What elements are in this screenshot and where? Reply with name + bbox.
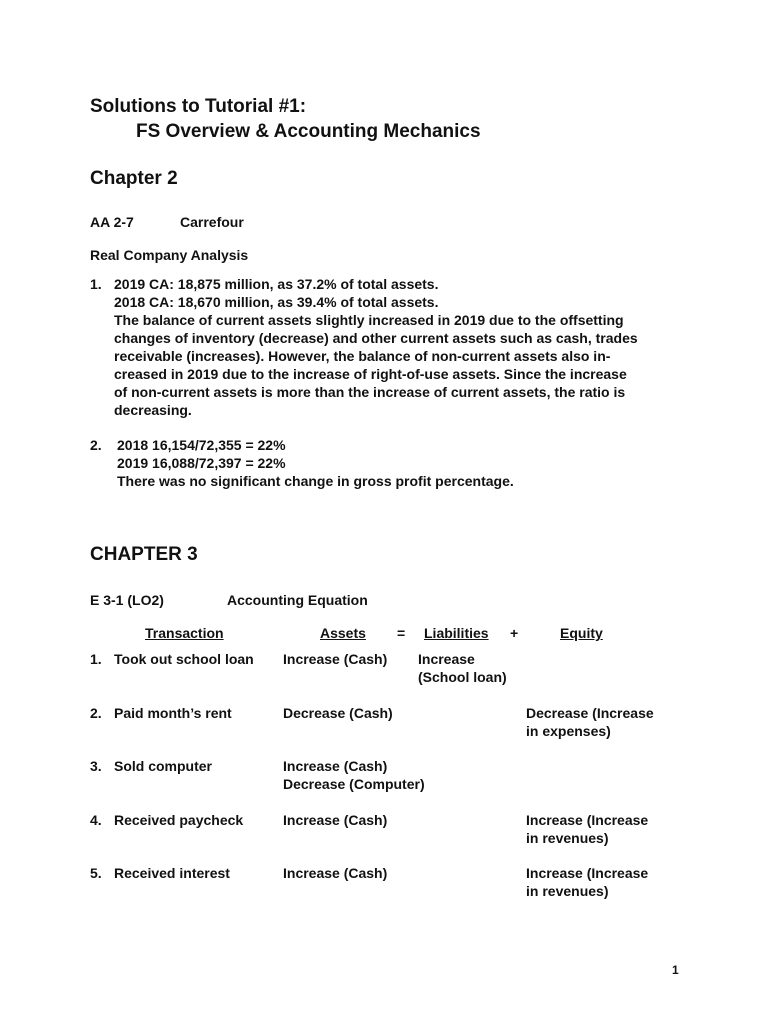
row-transaction: Received paycheck xyxy=(114,812,244,828)
row-equity xyxy=(526,864,648,900)
row-transaction: Took out school loan xyxy=(114,651,254,667)
row-equity-line: in expenses) xyxy=(526,723,611,739)
row-assets xyxy=(283,757,425,793)
answer2-line: There was no significant change in gross profit percentage. xyxy=(117,473,514,489)
row-equity-line: Increase (Increase xyxy=(526,812,649,828)
chapter2-heading: Chapter 2 xyxy=(90,168,178,189)
answer1-line: of non-current assets is more than the increase of current assets, the ratio is xyxy=(114,384,626,400)
row-number: 4. xyxy=(90,812,102,828)
answer1-line: 2018 CA: 18,670 million, as 39.4% of total assets. xyxy=(114,294,439,310)
row-liabilities xyxy=(418,650,507,686)
answer1-line: receivable (increases). However, the balance of non-current assets also in- xyxy=(114,348,611,364)
row-assets-line: Increase (Cash) xyxy=(283,865,388,881)
answer1-line: creased in 2019 due to the increase of right-of-use assets. Since the increase xyxy=(114,366,627,382)
row-transaction: Sold computer xyxy=(114,758,213,774)
problem-code: AA 2-7 xyxy=(90,214,134,230)
problem-name: Carrefour xyxy=(180,214,244,230)
row-transaction: Paid month’s rent xyxy=(114,705,232,721)
row-assets-line: Increase (Cash) xyxy=(283,651,388,667)
row-assets-line: Decrease (Cash) xyxy=(283,705,393,721)
row-transaction: Received interest xyxy=(114,865,230,881)
column-header-equity: Equity xyxy=(560,625,603,641)
answer2-number: 2. xyxy=(90,437,102,453)
row-equity-line: Decrease (Increase xyxy=(526,705,654,721)
answer1-line: The balance of current assets slightly increased in 2019 due to the offsetting xyxy=(114,312,624,328)
exercise-name: Accounting Equation xyxy=(227,592,368,608)
row-number: 2. xyxy=(90,705,102,721)
column-header-transaction: Transaction xyxy=(145,625,224,641)
row-assets-line: Decrease (Computer) xyxy=(283,776,425,792)
chapter3-heading: CHAPTER 3 xyxy=(90,544,198,565)
row-assets xyxy=(283,811,387,829)
row-assets-line: Increase (Cash) xyxy=(283,758,388,774)
equals-sign: = xyxy=(397,625,406,641)
answer1-number: 1. xyxy=(90,276,102,292)
row-equity-line: in revenues) xyxy=(526,830,609,846)
row-assets-line: Increase (Cash) xyxy=(283,812,388,828)
row-equity-line: in revenues) xyxy=(526,883,609,899)
column-header-liabilities: Liabilities xyxy=(424,625,489,641)
document-title-line2: FS Overview & Accounting Mechanics xyxy=(136,121,481,142)
row-number: 1. xyxy=(90,651,102,667)
answer1-line: 2019 CA: 18,875 million, as 37.2% of total assets. xyxy=(114,276,439,292)
row-equity-line: Increase (Increase xyxy=(526,865,649,881)
chapter2-subheading: Real Company Analysis xyxy=(90,247,249,263)
row-equity xyxy=(526,811,648,847)
row-assets xyxy=(283,650,387,668)
row-number: 5. xyxy=(90,865,102,881)
document-title-line1: Solutions to Tutorial #1: xyxy=(90,96,307,117)
row-number: 3. xyxy=(90,758,102,774)
row-assets xyxy=(283,864,387,882)
column-header-assets: Assets xyxy=(320,625,366,641)
row-assets xyxy=(283,704,393,722)
row-liabilities-line: Increase xyxy=(418,651,475,667)
answer2-line: 2019 16,088/72,397 = 22% xyxy=(117,455,286,471)
answer1-text xyxy=(114,275,684,419)
page-number: 1 xyxy=(672,963,679,977)
answer2-line: 2018 16,154/72,355 = 22% xyxy=(117,437,286,453)
row-equity xyxy=(526,704,654,740)
exercise-code: E 3-1 (LO2) xyxy=(90,592,164,608)
answer2-text xyxy=(117,436,677,490)
answer1-line: decreasing. xyxy=(114,402,192,418)
answer1-line: changes of inventory (decrease) and other current assets such as cash, trades xyxy=(114,330,638,346)
plus-sign: + xyxy=(510,625,519,641)
row-liabilities-line: (School loan) xyxy=(418,669,507,685)
